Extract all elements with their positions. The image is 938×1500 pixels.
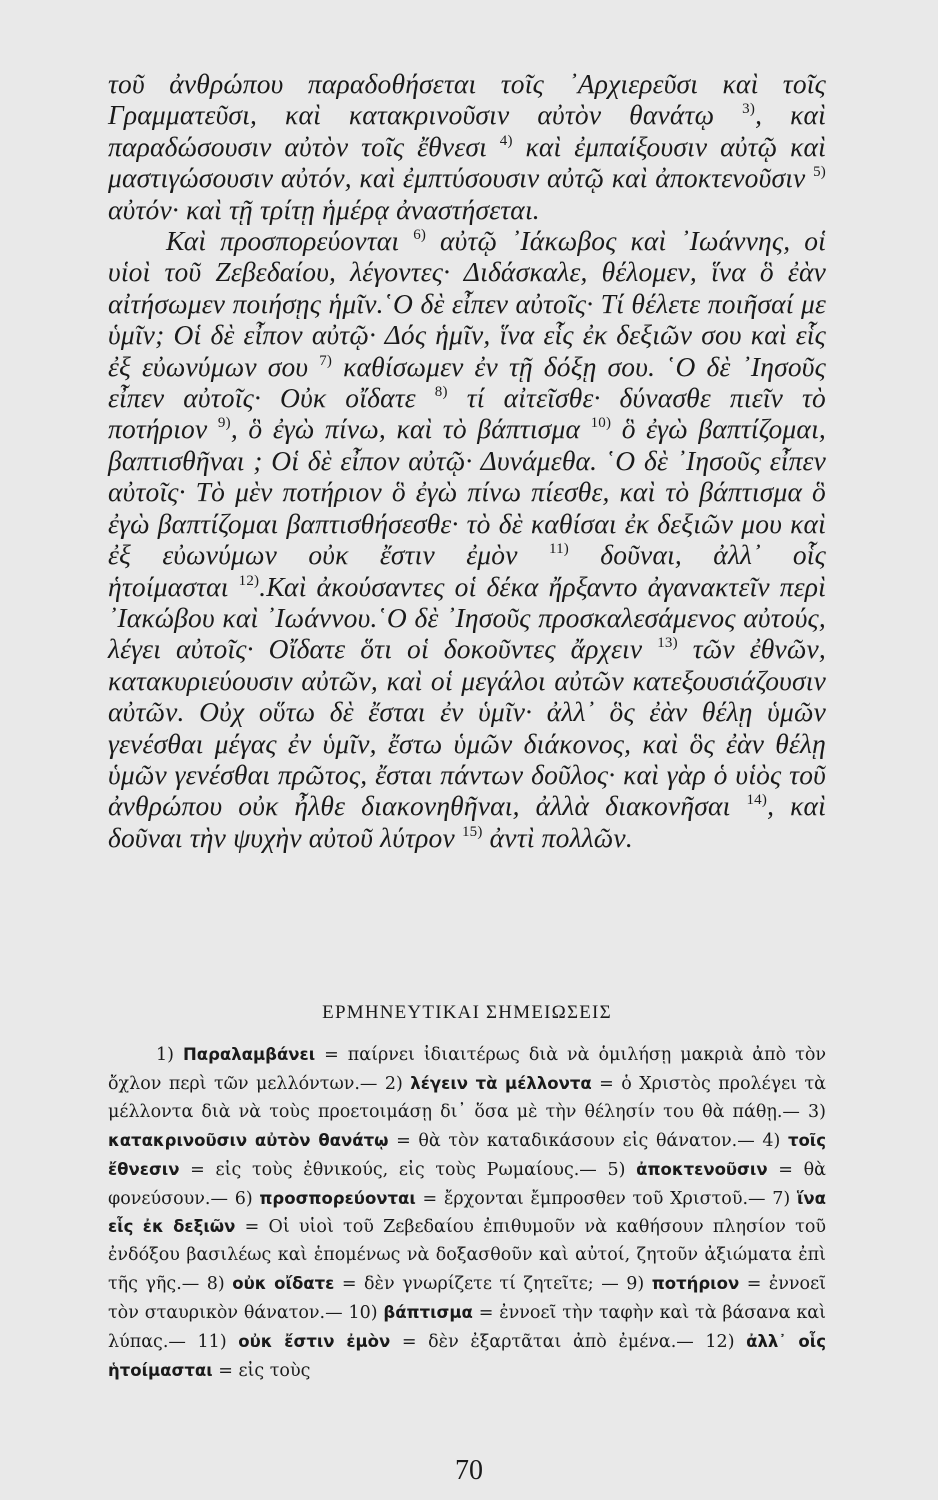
- note-number: 9): [626, 1274, 652, 1295]
- note-definition: = θὰ τὸν καταδικάσουν εἰς θάνατον.—: [388, 1130, 763, 1151]
- notes-paragraph: [108, 1041, 826, 1386]
- paragraph-1: [108, 68, 826, 225]
- note-definition: = ἐννοεῖ τὴν ταφὴν καὶ τὰ βάσανα καὶ λύπας.—: [108, 1303, 826, 1353]
- text-run: τί αἰτεῖσθε· δύνασθε πιεῖν τὸ ποτήριον: [108, 382, 826, 445]
- text-run: , ὃ ἐγὼ πίνω, καὶ τὸ βάπτισμα: [230, 413, 581, 445]
- note-definition: = παίρνει ἰδιαιτέρως διὰ νὰ ὁμιλήσῃ μακριὰ ἀπὸ τὸν ὄχλον περὶ τῶν μελλόντων.—: [108, 1045, 827, 1094]
- note-definition: = θὰ φονεύσουν.—: [108, 1159, 826, 1209]
- note-number: 11): [197, 1332, 239, 1353]
- note-definition: = ὁ Χριστὸς προλέγει τὰ μέλλοντα διὰ νὰ τοὺς προετοιμάσῃ δι᾿ ὅσα μὲ τὴν θέλησίν του θὰ πάθῃ.—: [108, 1073, 826, 1122]
- page-number: 70: [455, 1455, 483, 1486]
- footnote-ref: 10): [590, 415, 612, 432]
- text-run: ἀντὶ πολλῶν.: [482, 821, 633, 853]
- note-definition: = Οἱ υἱοὶ τοῦ Ζεβεδαίου ἐπιθυμοῦν νὰ καθήσουν πλησίον τοῦ ἐνδόξου βασιλέως καὶ ἑπομένως νὰ δοξασθοῦν καὶ αὐτοί, ζητοῦν ἀξιώματα ἐπὶ τῆς γῆς.—: [108, 1217, 826, 1295]
- note-definition: = ἐννοεῖ τὸν σταυρικὸν θάνατον.—: [108, 1274, 827, 1324]
- note-term: κατακρινοῦσιν αὐτὸν θανάτῳ: [108, 1130, 389, 1150]
- text-run: ὃ ἐγὼ βαπτίζομαι, βαπτισθῆναι ; Οἱ δὲ εἶπον αὐτῷ· Δυνάμεθα. ῾Ο δὲ ᾿Ιησοῦς εἶπεν αὐτοῖς· Τὸ μὲν ποτήριον ὃ ἐγὼ πίνω πίεσθε, καὶ τὸ βάπτισμα ὃ ἐγὼ βαπτίζομαι βαπτισθήσεσθε· τὸ δὲ καθίσαι ἐκ δεξιῶν μου καὶ ἐξ εὐωνύμων οὐκ ἔστιν ἐμὸν: [108, 413, 826, 571]
- note-term: οὐκ ἔστιν ἐμὸν: [238, 1332, 391, 1352]
- note-term: οὐκ οἴδατε: [232, 1274, 335, 1294]
- text-run: αὐτόν· καὶ τῇ τρίτῃ ἡμέρᾳ ἀναστήσεται.: [108, 193, 540, 225]
- notes-heading: ΕΡΜΗΝΕΥΤΙΚΑΙ ΣΗΜΕΙΩΣΕΙΣ: [322, 1002, 612, 1023]
- note-term: τοῖς ἔθνεσιν: [108, 1130, 827, 1179]
- note-number: 6): [234, 1188, 260, 1209]
- footnote-ref: 12): [238, 572, 260, 589]
- note-number: 10): [348, 1303, 384, 1324]
- note-number: 4): [762, 1130, 788, 1151]
- note-term: προσπορεύονται: [259, 1188, 416, 1208]
- footnote-ref: 3): [742, 101, 756, 118]
- footnote-ref: 14): [746, 792, 768, 809]
- gospel-text: [108, 68, 826, 853]
- text-run: καὶ ἐμπαίξουσιν αὐτῷ καὶ μαστιγώσουσιν αὐτόν, καὶ ἐμπτύσουσιν αὐτῷ καὶ ἀποκτενοῦσιν: [108, 130, 826, 194]
- note-definition: = εἰς τοὺς: [212, 1360, 311, 1381]
- footnote-ref: 8): [434, 384, 448, 401]
- note-number: 5): [607, 1159, 637, 1180]
- note-definition: = δὲν γνωρίζετε τί ζητεῖτε; —: [334, 1274, 627, 1295]
- note-number: 3): [808, 1101, 826, 1122]
- text-run: αὐτῷ ᾿Ιάκωβος καὶ ᾿Ιωάννης, οἱ υἱοὶ τοῦ Ζεβεδαίου, λέγοντες· Διδάσκαλε, θέλομεν, ἵνα ὃ ἐὰν αἰτήσωμεν ποιήσῃς ἡμῖν.῾Ο δὲ εἶπεν αὐτοῖς· Τί θέλετε ποιῆσαί με ὑμῖν; Οἱ δὲ εἶπον αὐτῷ· Δός ἡμῖν, ἵνα εἷς ἐκ δεξιῶν σου καὶ εἷς ἐξ εὐωνύμων σου: [108, 225, 827, 382]
- note-number: 8): [206, 1274, 233, 1295]
- text-run: τῶν ἐθνῶν, κατακυριεύουσιν αὐτῶν, καὶ οἱ μεγάλοι αὐτῶν κατεξουσιάζουσιν αὐτῶν. Οὐχ οὕτω δὲ ἔσται ἐν ὑμῖν· ἀλλ᾿ ὃς ἐὰν θέλῃ ὑμῶν γενέσθαι μέγας ἐν ὑμῖν, ἔστω ὑμῶν διάκονος, καὶ ὃς ἐὰν θέλῃ ὑμῶν γενέσθαι πρῶτος, ἔσται πάντων δοῦλος· καὶ γὰρ ὁ υἱὸς τοῦ ἀνθρώπου οὐκ ἦλθε διακονηθῆναι, ἀλλὰ διακονῆσαι: [108, 633, 826, 822]
- note-definition: = δὲν ἐξαρτᾶται ἀπὸ ἐμένα.—: [390, 1332, 706, 1353]
- text-run: , καὶ παραδώσουσιν αὐτὸν τοῖς ἔθνεσι: [108, 99, 826, 162]
- note-term: ποτήριον: [651, 1274, 740, 1294]
- footnote-ref: 4): [499, 132, 513, 149]
- footnote-ref: 7): [319, 352, 333, 369]
- note-term: ἵνα εἷς ἐκ δεξιῶν: [108, 1188, 826, 1237]
- note-term: ἀποκτενοῦσιν: [636, 1159, 768, 1179]
- text-run: καθίσωμεν ἐν τῇ δόξῃ σου. ῾Ο δὲ ᾿Ιησοῦς εἶπεν αὐτοῖς· Οὐκ οἴδατε: [108, 350, 826, 414]
- note-term: ἀλλ᾿ οἷς ἡτοίμασται: [108, 1332, 826, 1380]
- footnote-ref: 9): [217, 415, 231, 432]
- paragraph-2: [108, 225, 826, 853]
- footnote-ref: 5): [813, 164, 826, 181]
- note-number: 7): [772, 1188, 797, 1209]
- footnote-ref: 13): [657, 635, 678, 652]
- note-term: βάπτισμα: [383, 1303, 473, 1323]
- text-run: .Καὶ ἀκούσαντες οἱ δέκα ἤρξαντο ἀγανακτεῖν περὶ ᾿Ιακώβου καὶ ᾿Ιωάννου.῾Ο δὲ ᾿Ιησοῦς προσκαλεσάμενος αὐτούς, λέγει αὐτοῖς· Οἴδατε ὅτι οἱ δοκοῦντες ἄρχειν: [108, 570, 827, 665]
- text-run: τοῦ ἀνθρώπου παραδοθήσεται τοῖς ᾿Αρχιερεῦσι καὶ τοῖς Γραμματεῦσι, καὶ κατακρινοῦσιν αὐτὸν θανάτῳ: [108, 68, 826, 131]
- note-term: λέγειν τὰ μέλλοντα: [410, 1073, 592, 1093]
- explanatory-notes: [108, 1041, 826, 1386]
- note-term: Παραλαμβάνει: [182, 1045, 316, 1064]
- text-run: Καὶ προσπορεύονται: [166, 225, 400, 257]
- note-definition: = ἔρχονται ἔμπροσθεν τοῦ Χριστοῦ.—: [415, 1188, 773, 1209]
- note-number: 1): [156, 1045, 183, 1065]
- text-run: , καὶ δοῦναι τὴν ψυχὴν αὐτοῦ λύτρον: [108, 790, 827, 853]
- text-run: δοῦναι, ἀλλ᾿ οἷς ἡτοίμασται: [108, 539, 826, 602]
- footnote-ref: 11): [548, 541, 569, 558]
- footnote-ref: 15): [461, 823, 483, 840]
- note-number: 12): [705, 1332, 747, 1353]
- note-definition: = εἰς τοὺς ἐθνικούς, εἰς τοὺς Ρωμαίους.—: [179, 1159, 608, 1180]
- note-number: 2): [384, 1073, 411, 1094]
- footnote-ref: 6): [413, 227, 427, 244]
